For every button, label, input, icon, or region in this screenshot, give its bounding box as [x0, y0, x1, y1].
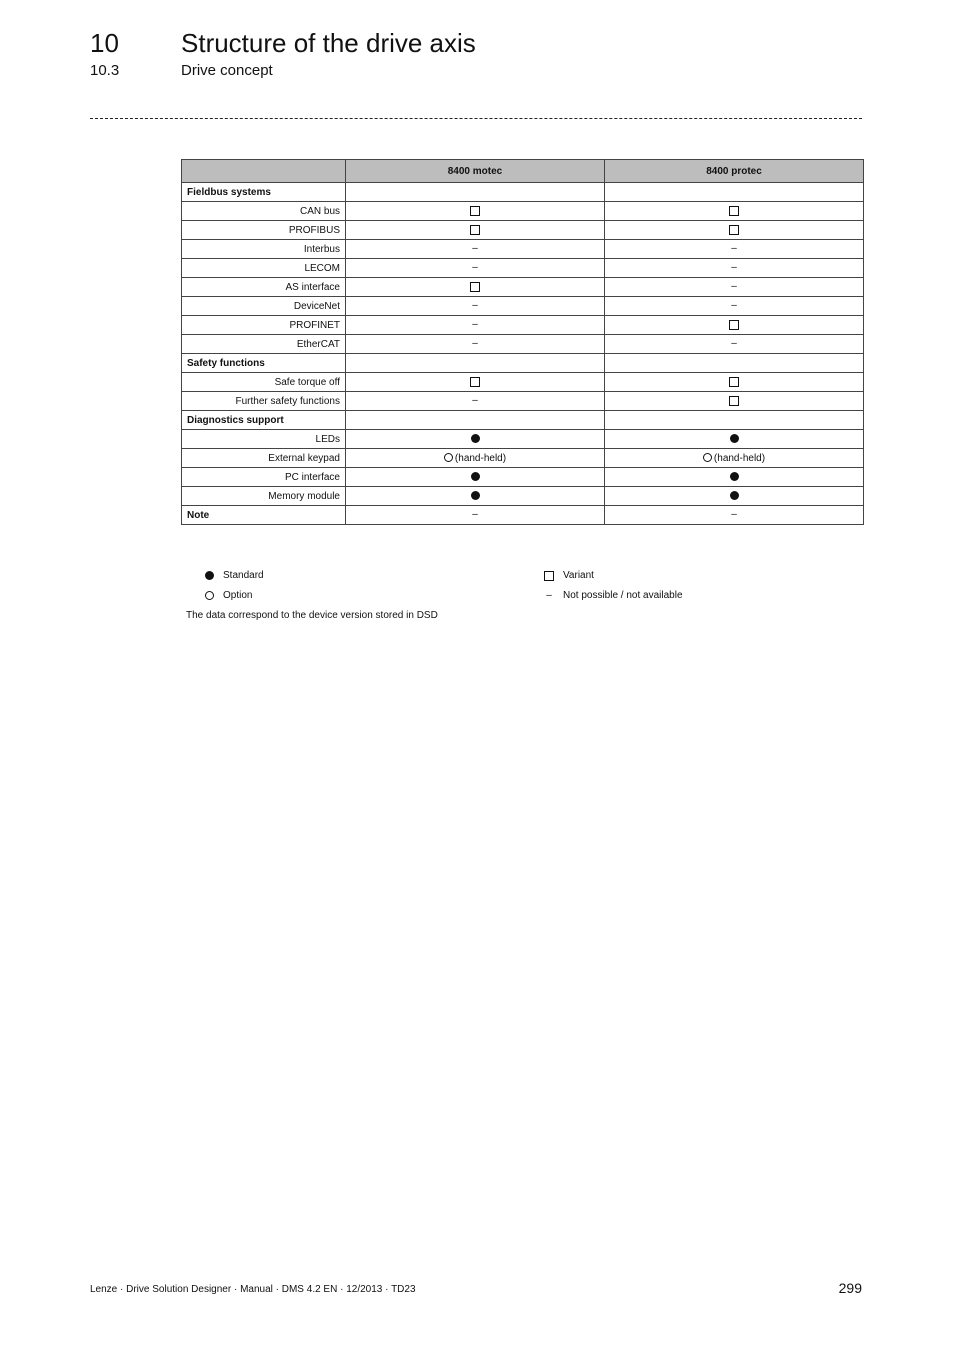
cell-motec — [346, 392, 605, 411]
cell-motec — [346, 221, 605, 240]
cell-protec — [605, 297, 864, 316]
feature-table — [181, 159, 864, 525]
cell-protec — [605, 487, 864, 506]
cell-motec — [346, 411, 605, 430]
cell-protec — [605, 240, 864, 259]
open-circle-icon — [444, 453, 453, 462]
row-label: LECOM — [182, 259, 346, 278]
table-group-row — [182, 506, 864, 525]
dash-icon: – — [731, 300, 737, 312]
square-icon — [470, 206, 480, 216]
table-row — [182, 373, 864, 392]
table-header-row — [182, 160, 864, 183]
square-icon — [544, 571, 554, 581]
dashed-divider — [90, 118, 862, 119]
dash-icon: – — [472, 300, 478, 312]
table-row — [182, 240, 864, 259]
dash-icon: – — [472, 262, 478, 274]
column-header-empty — [182, 160, 346, 183]
table-row — [182, 487, 864, 506]
cell-motec — [346, 506, 605, 525]
filled-circle-icon — [471, 434, 480, 443]
chapter-number: 10 — [90, 28, 119, 58]
dash-icon: – — [731, 281, 737, 293]
table-row — [182, 468, 864, 487]
table-row — [182, 202, 864, 221]
filled-circle-icon — [471, 491, 480, 500]
dash-icon: – — [472, 319, 478, 331]
row-label: EtherCAT — [182, 335, 346, 354]
row-label: Diagnostics support — [182, 411, 346, 430]
legend-option — [202, 590, 252, 601]
cell-protec — [605, 202, 864, 221]
dash-icon: – — [731, 262, 737, 274]
cell-protec — [605, 392, 864, 411]
square-icon — [729, 206, 739, 216]
table-group-row — [182, 354, 864, 373]
square-icon — [470, 282, 480, 292]
open-circle-icon — [703, 453, 712, 462]
dash-icon: – — [472, 395, 478, 407]
row-label: DeviceNet — [182, 297, 346, 316]
cell-protec — [605, 430, 864, 449]
cell-motec — [346, 316, 605, 335]
table-row — [182, 392, 864, 411]
dash-icon: – — [731, 338, 737, 350]
row-label: Note — [182, 506, 346, 525]
legend-not-available — [542, 590, 683, 601]
cell-protec — [605, 259, 864, 278]
cell-protec — [605, 278, 864, 297]
dash-icon: – — [472, 243, 478, 255]
cell-motec — [346, 468, 605, 487]
row-label: External keypad — [182, 449, 346, 468]
cell-text: (hand-held) — [713, 452, 766, 464]
cell-motec — [346, 297, 605, 316]
cell-motec — [346, 449, 605, 468]
table-group-row — [182, 183, 864, 202]
square-icon — [470, 377, 480, 387]
square-icon — [729, 225, 739, 235]
cell-motec — [346, 183, 605, 202]
row-label: LEDs — [182, 430, 346, 449]
dash-icon: – — [472, 509, 478, 521]
column-header-protec: 8400 protec — [605, 160, 864, 183]
cell-motec — [346, 354, 605, 373]
filled-circle-icon — [471, 472, 480, 481]
dash-icon: – — [546, 590, 552, 601]
cell-protec — [605, 411, 864, 430]
legend-standard — [202, 570, 264, 581]
cell-motec — [346, 430, 605, 449]
legend-variant-label: Variant — [563, 570, 594, 581]
table-group-row — [182, 411, 864, 430]
square-icon — [729, 320, 739, 330]
footer-text: Lenze · Drive Solution Designer · Manual · DMS 4.2 EN · 12/2013 · TD23 — [90, 1284, 416, 1295]
page-number: 299 — [838, 1280, 862, 1296]
cell-protec — [605, 468, 864, 487]
filled-circle-icon — [730, 434, 739, 443]
cell-motec — [346, 335, 605, 354]
table-body — [182, 183, 864, 525]
filled-circle-icon — [730, 491, 739, 500]
table-row — [182, 278, 864, 297]
dash-icon: – — [731, 509, 737, 521]
section-title: Drive concept — [181, 62, 273, 79]
row-label: Memory module — [182, 487, 346, 506]
row-label: PC interface — [182, 468, 346, 487]
dsd-note: The data correspond to the device version stored in DSD — [186, 610, 438, 621]
filled-circle-icon — [730, 472, 739, 481]
cell-text: (hand-held) — [454, 452, 507, 464]
table-row — [182, 259, 864, 278]
cell-protec — [605, 183, 864, 202]
column-header-motec: 8400 motec — [346, 160, 605, 183]
filled-circle-icon — [205, 571, 214, 580]
cell-motec — [346, 373, 605, 392]
open-circle-icon — [205, 591, 214, 600]
row-label: PROFINET — [182, 316, 346, 335]
square-icon — [729, 396, 739, 406]
dash-icon: – — [472, 338, 478, 350]
cell-protec — [605, 316, 864, 335]
cell-motec — [346, 240, 605, 259]
row-label: Safe torque off — [182, 373, 346, 392]
cell-protec — [605, 221, 864, 240]
cell-protec — [605, 373, 864, 392]
row-label: PROFIBUS — [182, 221, 346, 240]
square-icon — [470, 225, 480, 235]
row-label: Fieldbus systems — [182, 183, 346, 202]
table-row — [182, 221, 864, 240]
cell-motec — [346, 202, 605, 221]
cell-protec — [605, 449, 864, 468]
chapter-title: Structure of the drive axis — [181, 28, 476, 58]
row-label: Safety functions — [182, 354, 346, 373]
cell-motec — [346, 259, 605, 278]
table-row — [182, 297, 864, 316]
table-row — [182, 449, 864, 468]
dash-icon: – — [731, 243, 737, 255]
table-row — [182, 335, 864, 354]
row-label: Further safety functions — [182, 392, 346, 411]
cell-motec — [346, 487, 605, 506]
table-row — [182, 430, 864, 449]
table-row — [182, 316, 864, 335]
cell-protec — [605, 354, 864, 373]
legend-option-label: Option — [223, 590, 253, 601]
square-icon — [729, 377, 739, 387]
cell-protec — [605, 335, 864, 354]
row-label: Interbus — [182, 240, 346, 259]
row-label: CAN bus — [182, 202, 346, 221]
legend-variant — [542, 570, 594, 581]
legend-not-available-label: Not possible / not available — [563, 590, 683, 601]
section-number: 10.3 — [90, 62, 120, 79]
row-label: AS interface — [182, 278, 346, 297]
cell-protec — [605, 506, 864, 525]
legend-standard-label: Standard — [223, 570, 264, 581]
cell-motec — [346, 278, 605, 297]
